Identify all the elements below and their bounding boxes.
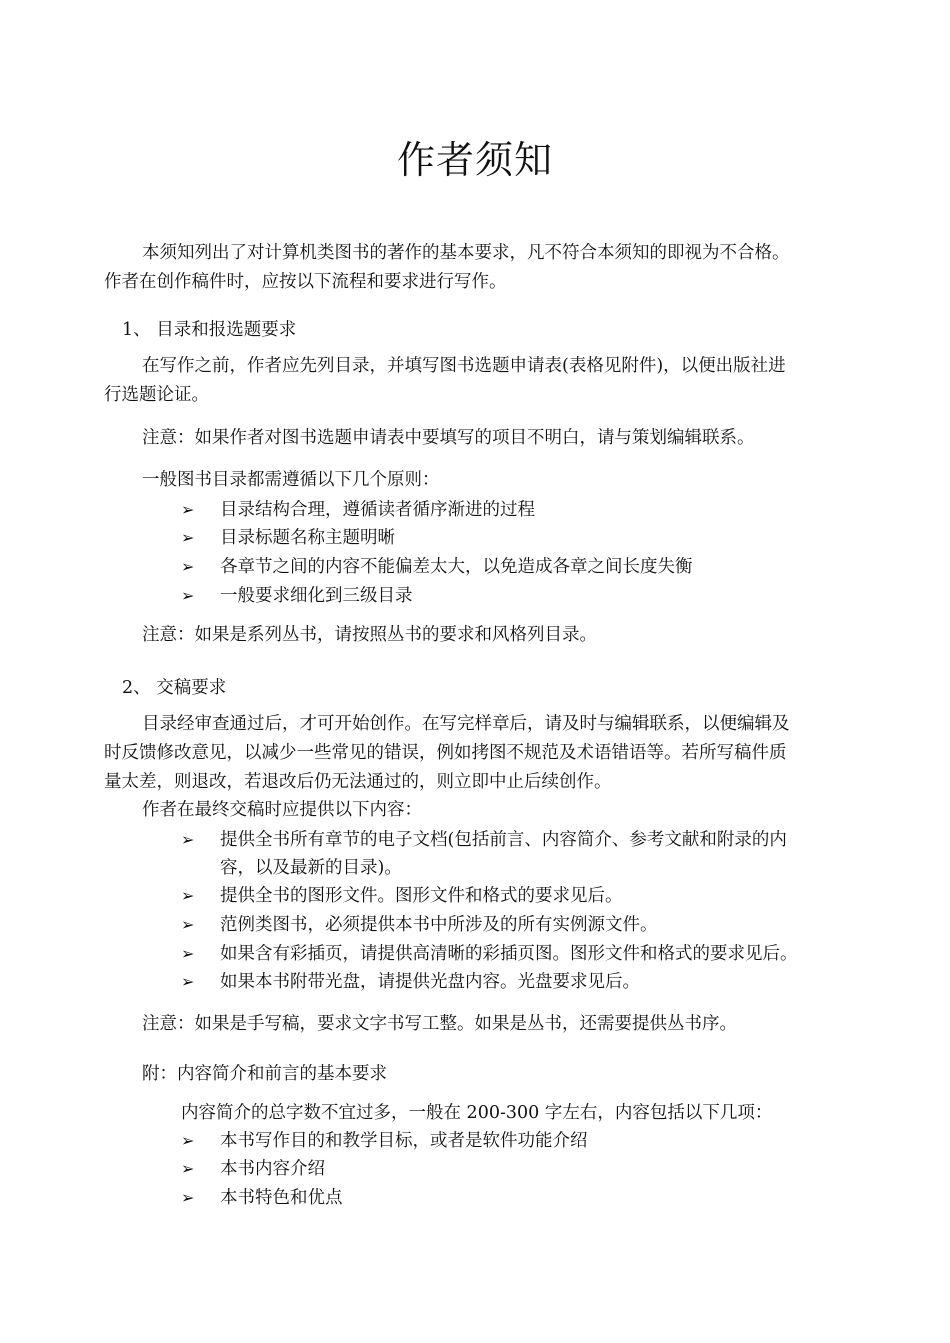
bullet-arrow-icon: ➢ bbox=[181, 944, 195, 963]
appendix-intro: 内容简介的总字数不宜过多，一般在 200-300 字左右，内容包括以下几项： bbox=[181, 1103, 773, 1123]
provide-intro: 作者在最终交稿时应提供以下内容： bbox=[142, 800, 422, 820]
list-item: 本书内容介绍 bbox=[220, 1159, 325, 1179]
list-item: 本书写作目的和教学目标，或者是软件功能介绍 bbox=[220, 1131, 588, 1151]
bullet-arrow-icon: ➢ bbox=[181, 500, 195, 519]
list-item: 提供全书所有章节的电子文档(包括前言、内容简介、参考文献和附录的内 bbox=[220, 830, 787, 850]
bullet-arrow-icon: ➢ bbox=[181, 972, 195, 991]
appendix-heading: 附：内容简介和前言的基本要求 bbox=[142, 1064, 387, 1084]
bullet-arrow-icon: ➢ bbox=[181, 1159, 195, 1178]
list-item: 目录标题名称主题明晰 bbox=[220, 528, 395, 548]
intro-line-1: 本须知列出了对计算机类图书的著作的基本要求，凡不符合本须知的即视为不合格。 bbox=[142, 243, 790, 263]
bullet-arrow-icon: ➢ bbox=[181, 528, 195, 547]
list-item-continuation: 容，以及最新的目录)。 bbox=[220, 858, 402, 878]
section-1-note-1: 注意：如果作者对图书选题申请表中要填写的项目不明白，请与策划编辑联系。 bbox=[142, 428, 755, 448]
section-1-heading: 1、 目录和报选题要求 bbox=[122, 320, 297, 340]
bullet-arrow-icon: ➢ bbox=[181, 886, 195, 905]
section-1-para-line-1: 在写作之前，作者应先列目录，并填写图书选题申请表(表格见附件)，以便出版社进 bbox=[142, 356, 786, 376]
intro-line-2: 作者在创作稿件时，应按以下流程和要求进行写作。 bbox=[104, 272, 507, 292]
bullet-arrow-icon: ➢ bbox=[181, 830, 195, 849]
list-item: 本书特色和优点 bbox=[220, 1188, 343, 1208]
section-2-note: 注意：如果是手写稿，要求文字书写工整。如果是丛书，还需要提供丛书序。 bbox=[142, 1014, 737, 1034]
section-1-note-2: 注意：如果是系列丛书，请按照丛书的要求和风格列目录。 bbox=[142, 625, 597, 645]
list-item: 范例类图书，必须提供本书中所涉及的所有实例源文件。 bbox=[220, 915, 658, 935]
section-1-para-line-2: 行选题论证。 bbox=[104, 385, 209, 405]
list-item: 如果本书附带光盘，请提供光盘内容。光盘要求见后。 bbox=[220, 972, 640, 992]
bullet-arrow-icon: ➢ bbox=[181, 1188, 195, 1207]
list-item: 各章节之间的内容不能偏差太大，以免造成各章之间长度失衡 bbox=[220, 557, 693, 577]
page-title: 作者须知 bbox=[396, 138, 553, 182]
list-item: 如果含有彩插页，请提供高清晰的彩插页图。图形文件和格式的要求见后。 bbox=[220, 944, 798, 964]
list-item: 提供全书的图形文件。图形文件和格式的要求见后。 bbox=[220, 886, 623, 906]
list-item: 目录结构合理，遵循读者循序渐进的过程 bbox=[220, 500, 535, 520]
bullet-arrow-icon: ➢ bbox=[181, 1131, 195, 1150]
bullet-arrow-icon: ➢ bbox=[181, 915, 195, 934]
bullet-arrow-icon: ➢ bbox=[181, 586, 195, 605]
section-2-para-line-3: 量太差，则退改，若退改后仍无法通过的，则立即中止后续创作。 bbox=[104, 772, 612, 792]
list-item: 一般要求细化到三级目录 bbox=[220, 586, 413, 606]
principles-intro: 一般图书目录都需遵循以下几个原则： bbox=[142, 470, 440, 490]
section-2-para-line-2: 时反馈修改意见，以减少一些常见的错误，例如拷图不规范及术语错语等。若所写稿件质 bbox=[104, 743, 787, 763]
bullet-arrow-icon: ➢ bbox=[181, 557, 195, 576]
section-2-para-line-1: 目录经审查通过后，才可开始创作。在写完样章后，请及时与编辑联系，以便编辑及 bbox=[142, 714, 790, 734]
section-2-heading: 2、 交稿要求 bbox=[122, 678, 227, 698]
